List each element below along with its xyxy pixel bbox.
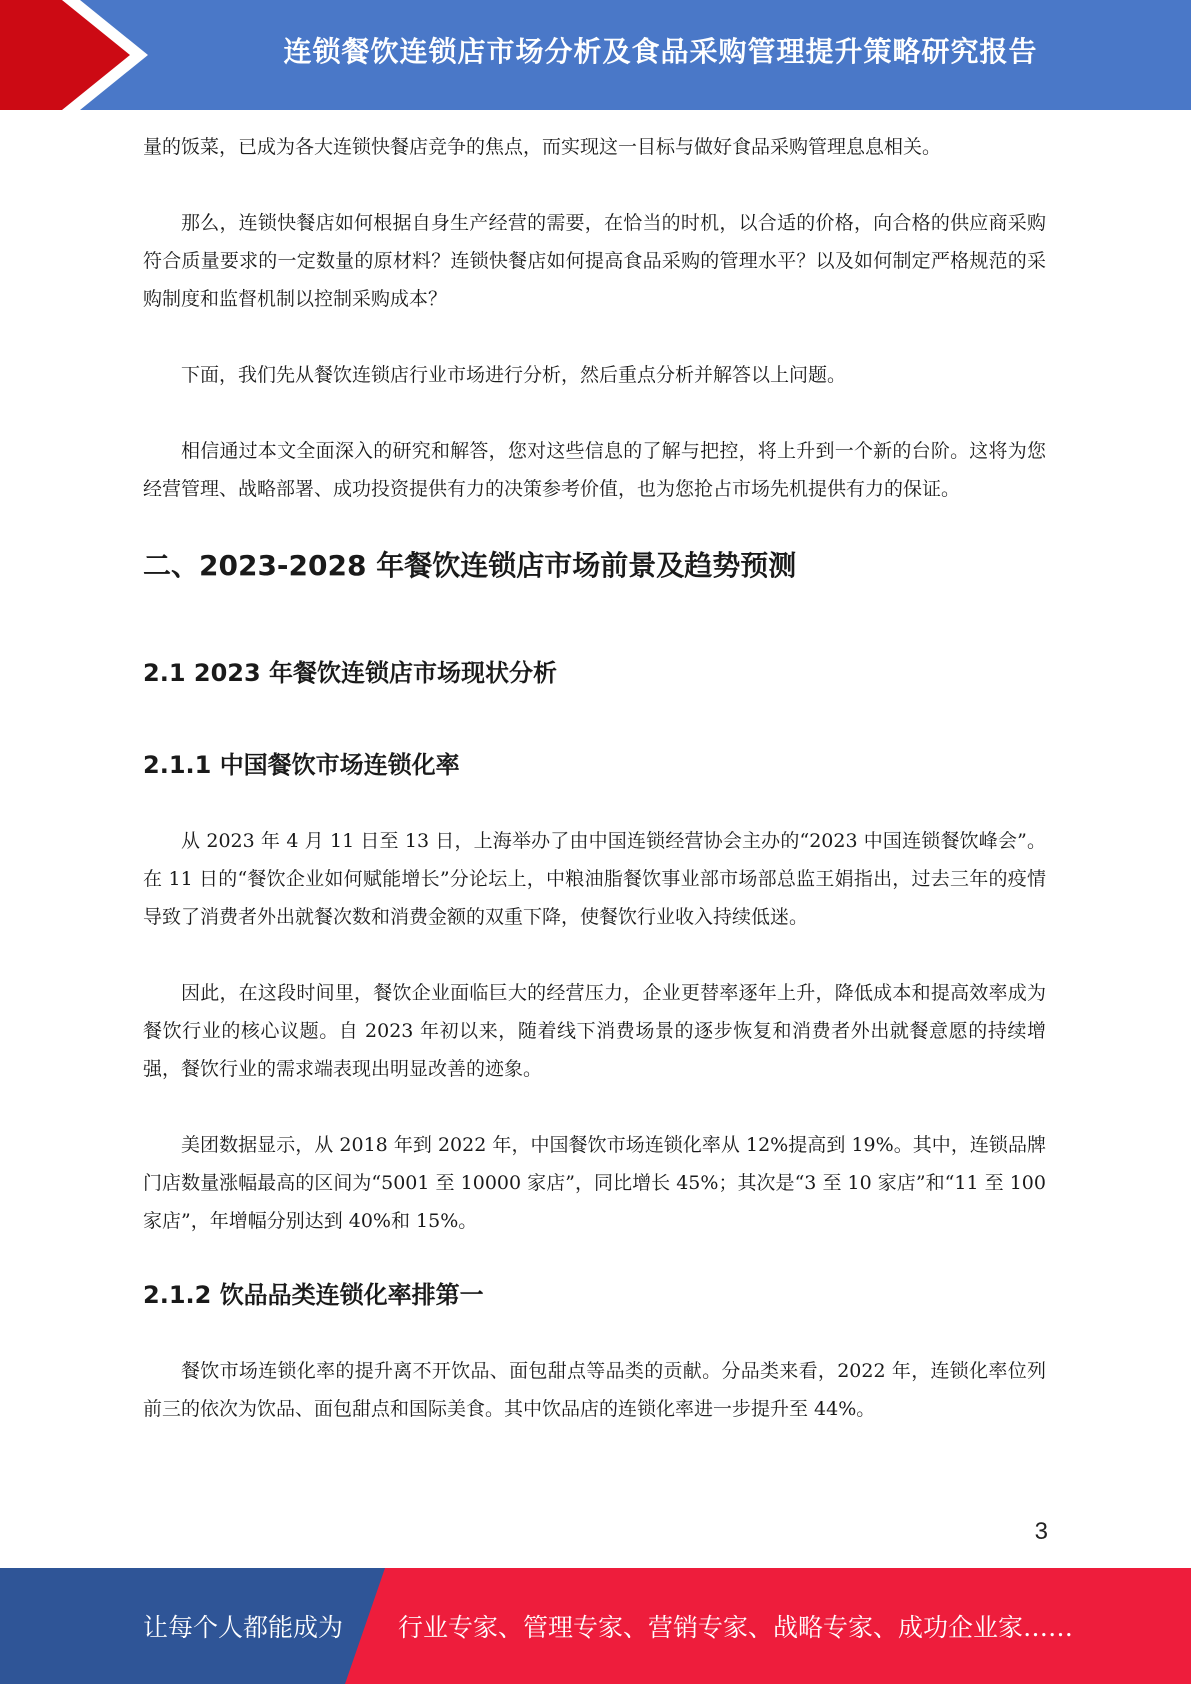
paragraph: 相信通过本文全面深入的研究和解答，您对这些信息的了解与把控，将上升到一个新的台阶。这将为您经营管理、战略部署、成功投资提供有力的决策参考价值，也为您抢占市场先机提供有力的保证。 xyxy=(143,440,1046,500)
paragraph: 餐饮市场连锁化率的提升离不开饮品、面包甜点等品类的贡献。分品类来看，2022 年，连锁化率位列前三的依次为饮品、面包甜点和国际美食。其中饮品店的连锁化率进一步提升至 44%。 xyxy=(143,1360,1046,1420)
page-header xyxy=(0,0,1191,110)
report-title: 连锁餐饮连锁店市场分析及食品采购管理提升策略研究报告 xyxy=(283,35,1038,68)
footer-slogan-left: 让每个人都能成为 xyxy=(143,1613,344,1642)
paragraph: 从 2023 年 4 月 11 日至 13 日，上海举办了由中国连锁经营协会主办的“2023 中国连锁餐饮峰会”。在 11 日的“餐饮企业如何赋能增长”分论坛上，中粮油脂餐饮事业部市场部总监王娟指出，过去三年的疫情导致了消费者外出就餐次数和消费金额的双重下降，使餐饮行业收入持续低迷。 xyxy=(143,830,1046,928)
section-heading: 2.1 2023 年餐饮连锁店市场现状分析 xyxy=(143,659,558,687)
document-body xyxy=(143,128,1046,1466)
paragraph: 那么，连锁快餐店如何根据自身生产经营的需要，在恰当的时机，以合适的价格，向合格的供应商采购符合质量要求的一定数量的原材料？连锁快餐店如何提高食品采购的管理水平？以及如何制定严格规范的采购制度和监督机制以控制采购成本？ xyxy=(143,212,1046,310)
paragraph: 美团数据显示，从 2018 年到 2022 年，中国餐饮市场连锁化率从 12%提高到 19%。其中，连锁品牌门店数量涨幅最高的区间为“5001 至 10000 家店”，同比增长 45%；其次是“3 至 10 家店”和“11 至 100 家店”，年增幅分别达到 40%和 15%。 xyxy=(143,1134,1046,1232)
paragraph: 下面，我们先从餐饮连锁店行业市场进行分析，然后重点分析并解答以上问题。 xyxy=(181,364,847,386)
chapter-heading: 二、2023-2028 年餐饮连锁店市场前景及趋势预测 xyxy=(143,549,797,582)
paragraph: 因此，在这段时间里，餐饮企业面临巨大的经营压力，企业更替率逐年上升，降低成本和提高效率成为餐饮行业的核心议题。自 2023 年初以来，随着线下消费场景的逐步恢复和消费者外出就餐意愿的持续增强，餐饮行业的需求端表现出明显改善的迹象。 xyxy=(143,982,1046,1080)
page-number: 3 xyxy=(1034,1518,1048,1545)
paragraph: 量的饭菜，已成为各大连锁快餐店竞争的焦点，而实现这一目标与做好食品采购管理息息相关。 xyxy=(143,136,942,158)
subsection-heading: 2.1.1 中国餐饮市场连锁化率 xyxy=(143,751,460,779)
page-footer xyxy=(0,1568,1191,1684)
subsection-heading: 2.1.2 饮品品类连锁化率排第一 xyxy=(143,1281,484,1309)
footer-slogan-right: 行业专家、管理专家、营销专家、战略专家、成功企业家…… xyxy=(398,1613,1074,1642)
